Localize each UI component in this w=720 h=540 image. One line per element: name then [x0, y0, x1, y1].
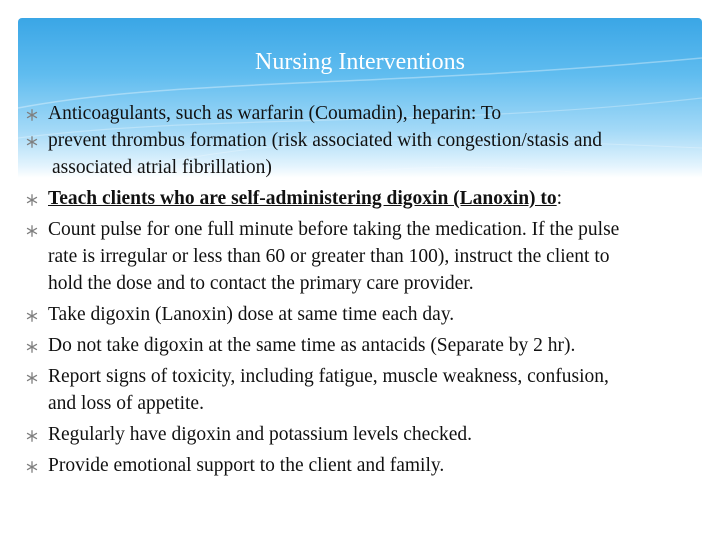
- bullet-item: [26, 332, 706, 359]
- bullet-item: [26, 452, 706, 479]
- bullet-text-continuation: rate is irregular or less than 60 or greater than 100), instruct the client to: [48, 246, 610, 267]
- asterisk-bullet-icon: [26, 310, 38, 322]
- slide-title: Nursing Interventions: [255, 49, 465, 75]
- bullet-item: [26, 216, 706, 297]
- asterisk-bullet-icon: [26, 372, 38, 384]
- bullet-text-continuation: and loss of appetite.: [48, 393, 204, 414]
- bullet-text-emphasis: Teach clients who are self-administering digoxin (Lanoxin) to: [48, 188, 557, 209]
- bullet-item: [26, 363, 706, 417]
- asterisk-bullet-icon: [26, 430, 38, 442]
- bullet-text: Count pulse for one full minute before taking the medication. If the pulse: [48, 219, 620, 240]
- asterisk-bullet-icon: [26, 136, 38, 148]
- asterisk-bullet-icon: [26, 194, 38, 206]
- bullet-item: [26, 421, 706, 448]
- bullet-item: [26, 127, 706, 181]
- bullet-text: Take digoxin (Lanoxin) dose at same time each day.: [48, 304, 455, 325]
- bullet-item: [26, 301, 706, 328]
- asterisk-bullet-icon: [26, 341, 38, 353]
- asterisk-bullet-icon: [26, 225, 38, 237]
- bullet-text: Regularly have digoxin and potassium levels checked.: [48, 424, 473, 445]
- asterisk-bullet-icon: [26, 109, 38, 121]
- bullet-text: Report signs of toxicity, including fatigue, muscle weakness, confusion,: [48, 366, 609, 387]
- bullet-text: Do not take digoxin at the same time as antacids (Separate by 2 hr).: [48, 335, 576, 356]
- bullet-item: [26, 185, 706, 212]
- bullet-text-suffix: :: [556, 188, 563, 209]
- bullet-item: [26, 100, 706, 127]
- bullet-text: Provide emotional support to the client and family.: [48, 455, 445, 476]
- bullet-list: [26, 100, 706, 483]
- bullet-text: Anticoagulants, such as warfarin (Coumadin), heparin: To: [48, 103, 502, 124]
- bullet-text-continuation: associated atrial fibrillation): [52, 157, 272, 178]
- bullet-text: prevent thrombus formation (risk associated with congestion/stasis and: [48, 130, 603, 151]
- bullet-text-continuation: hold the dose and to contact the primary care provider.: [48, 273, 474, 294]
- asterisk-bullet-icon: [26, 461, 38, 473]
